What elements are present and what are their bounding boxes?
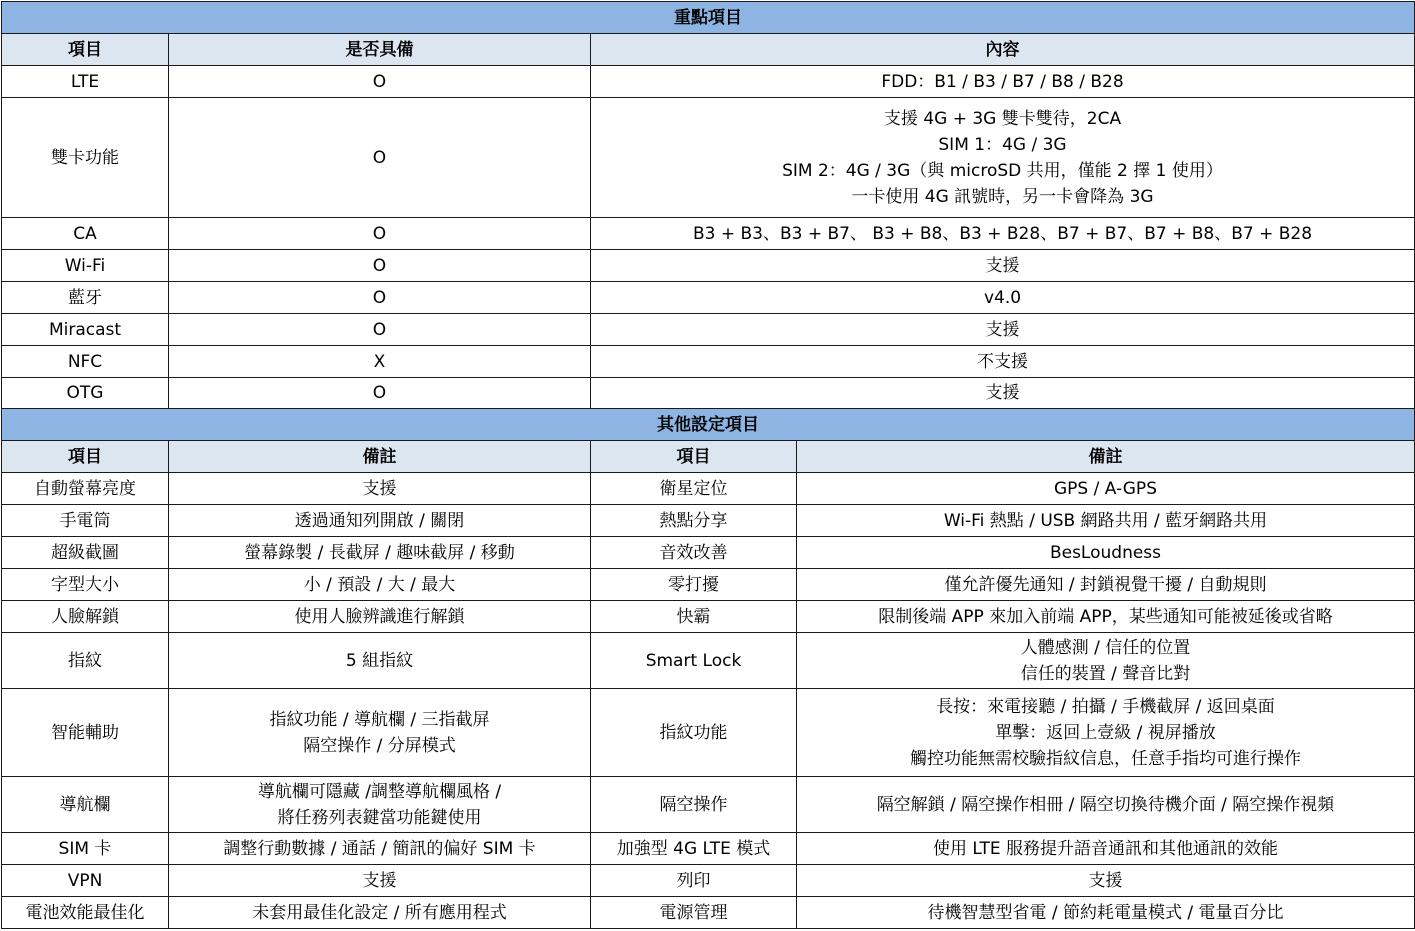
content-cell-line: B3 + B3、B3 + B7、 B3 + B8、B3 + B28、B7 + B7、B7 + B8、B7 + B28 [692,223,1313,244]
note-cell-line: 透過通知列開啟 / 關閉 [294,510,465,531]
content-cell [591,250,1415,282]
item-cell: 指紋 [2,633,169,689]
note-cell [169,569,591,601]
note-cell-line: 調整行動數據 / 通話 / 簡訊的偏好 SIM 卡 [223,838,536,859]
availability-cell: X [169,346,591,378]
table-row [2,282,1415,314]
note-cell [797,601,1415,633]
note-cell-line: 人體感測 / 信任的位置 [1020,637,1191,658]
table-row [2,473,1415,505]
item-cell: LTE [2,66,169,98]
content-cell-line: 一卡使用 4G 訊號時，另一卡會降為 3G [851,186,1154,207]
section-title: 其他設定項目 [2,409,1415,441]
item-cell: VPN [2,865,169,897]
table-row [2,601,1415,633]
item-cell: 雙卡功能 [2,98,169,218]
content-cell [591,346,1415,378]
availability-cell: O [169,218,591,250]
column-header: 項目 [2,441,169,473]
note-cell [169,833,591,865]
item-cell: Smart Lock [591,633,797,689]
note-cell-line: GPS / A-GPS [1054,478,1157,499]
column-header: 是否具備 [169,34,591,66]
content-cell-line: 支援 4G + 3G 雙卡雙待，2CA [883,108,1122,129]
item-cell: 電源管理 [591,897,797,929]
note-cell [797,473,1415,505]
item-cell: 音效改善 [591,537,797,569]
spec-table [1,1,1415,929]
item-cell: SIM 卡 [2,833,169,865]
note-cell-line: 使用 LTE 服務提升語音通訊和其他通訊的效能 [932,838,1279,859]
availability-cell: O [169,66,591,98]
content-cell [591,66,1415,98]
item-cell: 隔空操作 [591,777,797,833]
availability-cell: O [169,282,591,314]
table-row [2,833,1415,865]
content-cell-line: 不支援 [977,351,1028,372]
content-cell [591,98,1415,218]
note-cell-line: 隔空解鎖 / 隔空操作相冊 / 隔空切換待機介面 / 隔空操作視頻 [876,794,1335,815]
note-cell [797,633,1415,689]
note-cell-line: 長按：來電接聽 / 拍攝 / 手機截屏 / 返回桌面 [936,696,1275,717]
table-header-row [2,441,1415,473]
note-cell-line: 5 組指紋 [345,650,414,671]
note-cell [169,777,591,833]
note-cell-line: 支援 [362,870,397,891]
content-cell [591,378,1415,409]
item-cell: 藍牙 [2,282,169,314]
item-cell: 自動螢幕亮度 [2,473,169,505]
content-cell-line: 支援 [985,255,1020,276]
note-cell-line: 限制後端 APP 來加入前端 APP，某些通知可能被延後或省略 [878,606,1333,627]
section-title-row [2,409,1415,441]
item-cell: 手電筒 [2,505,169,537]
table-header-row [2,34,1415,66]
item-cell: 列印 [591,865,797,897]
column-header: 備註 [797,441,1415,473]
column-header: 內容 [591,34,1415,66]
note-cell [169,897,591,929]
item-cell: 導航欄 [2,777,169,833]
item-cell: 零打擾 [591,569,797,601]
table-row [2,250,1415,282]
note-cell [797,833,1415,865]
note-cell [169,865,591,897]
content-cell [591,314,1415,346]
note-cell-line: 未套用最佳化設定 / 所有應用程式 [252,902,507,923]
note-cell [169,505,591,537]
table-row [2,865,1415,897]
item-cell: 熱點分享 [591,505,797,537]
content-cell [591,218,1415,250]
column-header: 項目 [591,441,797,473]
note-cell [797,505,1415,537]
note-cell-line: 信任的裝置 / 聲音比對 [1020,663,1191,684]
note-cell [797,897,1415,929]
item-cell: 智能輔助 [2,689,169,777]
note-cell [797,689,1415,777]
column-header: 項目 [2,34,169,66]
note-cell-line: 支援 [362,478,397,499]
content-cell-line: v4.0 [983,287,1022,308]
note-cell-line: 導航欄可隱藏 /調整導航欄風格 / [257,781,502,802]
table-row [2,66,1415,98]
table-row [2,777,1415,833]
item-cell: Wi-Fi [2,250,169,282]
table-row [2,505,1415,537]
note-cell-line: 支援 [1088,870,1123,891]
note-cell-line: 小 / 預設 / 大 / 最大 [303,574,456,595]
content-cell-line: 支援 [985,319,1020,340]
note-cell-line: 螢幕錄製 / 長截屏 / 趣味截屏 / 移動 [244,542,515,563]
table-row [2,569,1415,601]
item-cell: 人臉解鎖 [2,601,169,633]
content-cell-line: FDD：B1 / B3 / B7 / B8 / B28 [881,71,1124,92]
note-cell [797,569,1415,601]
column-header: 備註 [169,441,591,473]
note-cell-line: 單擊：返回上壹級 / 視屏播放 [995,722,1216,743]
note-cell-line: 隔空操作 / 分屏模式 [303,735,456,756]
note-cell [169,537,591,569]
section-title-row [2,2,1415,34]
table-row [2,218,1415,250]
table-row [2,537,1415,569]
table-row [2,98,1415,218]
item-cell: 加強型 4G LTE 模式 [591,833,797,865]
note-cell [169,473,591,505]
item-cell: OTG [2,378,169,409]
note-cell [797,777,1415,833]
note-cell-line: 僅允許優先通知 / 封鎖視覺干擾 / 自動規則 [944,574,1267,595]
content-cell-line: SIM 2：4G / 3G（與 microSD 共用，僅能 2 擇 1 使用） [782,160,1223,181]
item-cell: 衛星定位 [591,473,797,505]
item-cell: CA [2,218,169,250]
table-row [2,378,1415,409]
note-cell-line: BesLoudness [1049,542,1162,563]
availability-cell: O [169,98,591,218]
note-cell [797,537,1415,569]
item-cell: Miracast [2,314,169,346]
content-cell-line: 支援 [985,383,1020,403]
note-cell-line: Wi-Fi 熱點 / USB 網路共用 / 藍牙網路共用 [943,510,1268,531]
note-cell-line: 將任務列表鍵當功能鍵使用 [277,807,482,828]
table-row [2,897,1415,929]
table-row [2,689,1415,777]
table-row [2,633,1415,689]
item-cell: 快霸 [591,601,797,633]
availability-cell: O [169,314,591,346]
section-title: 重點項目 [2,2,1415,34]
note-cell [797,865,1415,897]
availability-cell: O [169,250,591,282]
item-cell: 電池效能最佳化 [2,897,169,929]
item-cell: 字型大小 [2,569,169,601]
table-row [2,314,1415,346]
note-cell-line: 使用人臉辨識進行解鎖 [294,606,465,627]
availability-cell: O [169,378,591,409]
note-cell-line: 待機智慧型省電 / 節約耗電量模式 / 電量百分比 [927,902,1284,923]
item-cell: 指紋功能 [591,689,797,777]
content-cell-line: SIM 1：4G / 3G [938,134,1067,155]
note-cell-line: 觸控功能無需校驗指紋信息，任意手指均可進行操作 [910,748,1301,769]
note-cell [169,601,591,633]
note-cell-line: 指紋功能 / 導航欄 / 三指截屏 [269,709,490,730]
note-cell [169,689,591,777]
item-cell: NFC [2,346,169,378]
note-cell [169,633,591,689]
table-row [2,346,1415,378]
item-cell: 超級截圖 [2,537,169,569]
content-cell [591,282,1415,314]
